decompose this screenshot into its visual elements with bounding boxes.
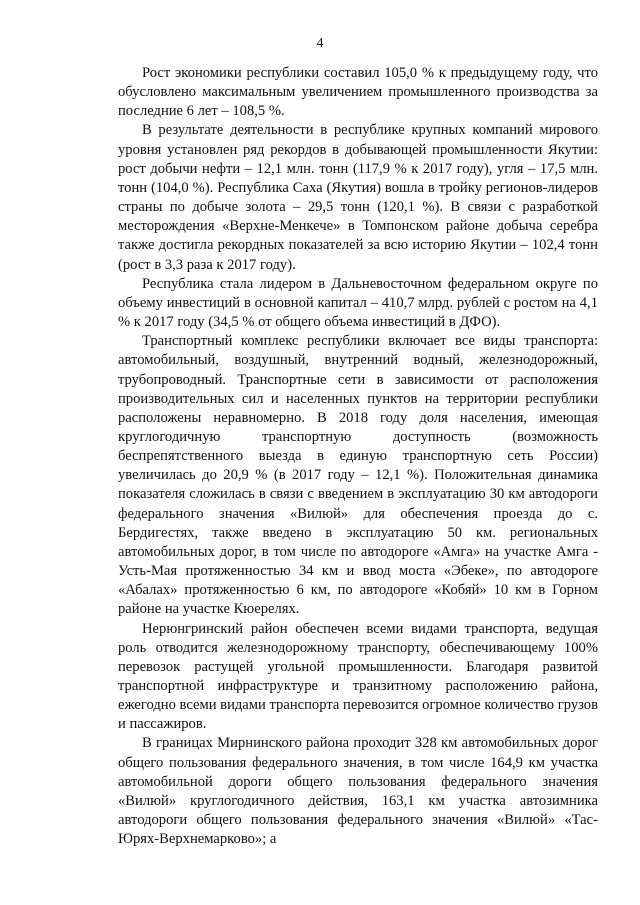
- paragraph-mining-records: В результате деятельности в республике крупных компаний мирового уровня установлен ряд рекордов в добывающей промышленности Якутии: рост добычи нефти – 12,1 млн. тонн (117,9 % к 2017 году), угля – 17,5 млн. тонн (104,0 %). Республика Саха (Якутия) вошла в тройку регионов-лидеров страны по добыче золота – 29,5 тонн (120,1 %). В связи с разработкой месторождения «Верхне-Менкече» в Томпонском районе добыча серебра также достигла рекордных показателей за всю историю Якутии – 102,4 тонн (рост в 3,3 раза к 2017 году).: [118, 122, 598, 273]
- paragraph-transport-complex: Транспортный комплекс республики включает все виды транспорта: автомобильный, воздушный, внутренний водный, железнодорожный, трубопроводный. Транспортные сети в зависимости от расположения производительных сил и населенных пунктов на территории республики расположены неравномерно. В 2018 году доля населения, имеющая круглогодичную транспортную доступность (возможность беспрепятственного выезда в единую транспортную сеть России) увеличилась до 20,9 % (в 2017 году – 12,1 %). Положительная динамика показателя сложилась в связи с введением в эксплуатацию 30 км автодороги федерального значения «Вилюй» для обеспечения проезда до с. Бердигестях, также введено в эксплуатацию 50 км. региональных автомобильных дорог, в том числе по автодороге «Амга» на участке Амга - Усть-Мая протяженностью 34 км и ввод моста «Эбеке», по автодороге «Абалах» протяженностью 6 км, по автодороге «Кобяй» 10 км в Горном районе на участке Кюерелях.: [118, 333, 598, 618]
- paragraph-neryungri-district: Нерюнгринский район обеспечен всеми видами транспорта, ведущая роль отводится железнодорожному транспорту, обеспечивающему 100% перевозок растущей угольной промышленности. Благодаря развитой транспортной инфраструктуре и транзитному расположению района, ежегодно всеми видами транспорта перевозится огромное количество грузов и пассажиров.: [118, 620, 598, 733]
- document-body: [118, 64, 598, 849]
- paragraph-investment-leader: Республика стала лидером в Дальневосточном федеральном округе по объему инвестиций в основной капитал – 410,7 млрд. рублей с ростом на 4,1 % к 2017 году (34,5 % от общего объема инвестиций в ДФО).: [118, 275, 598, 331]
- page-number: 4: [316, 36, 324, 51]
- paragraph-economic-growth: Рост экономики республики составил 105,0 % к предыдущему году, что обусловлено максимальным увеличением промышленного производства за последние 6 лет – 108,5 %.: [118, 65, 598, 120]
- paragraph-mirny-district: В границах Мирнинского района проходит 328 км автомобильных дорог общего пользования федерального значения, в том числе 164,9 км участка автомобильной дороги общего пользования федерального значения «Вилюй» круглогодичного действия, 163,1 км участка автозимника автодороги общего пользования федерального значения «Вилюй» «Тас-Юрях-Верхнемарково»; а: [118, 735, 598, 848]
